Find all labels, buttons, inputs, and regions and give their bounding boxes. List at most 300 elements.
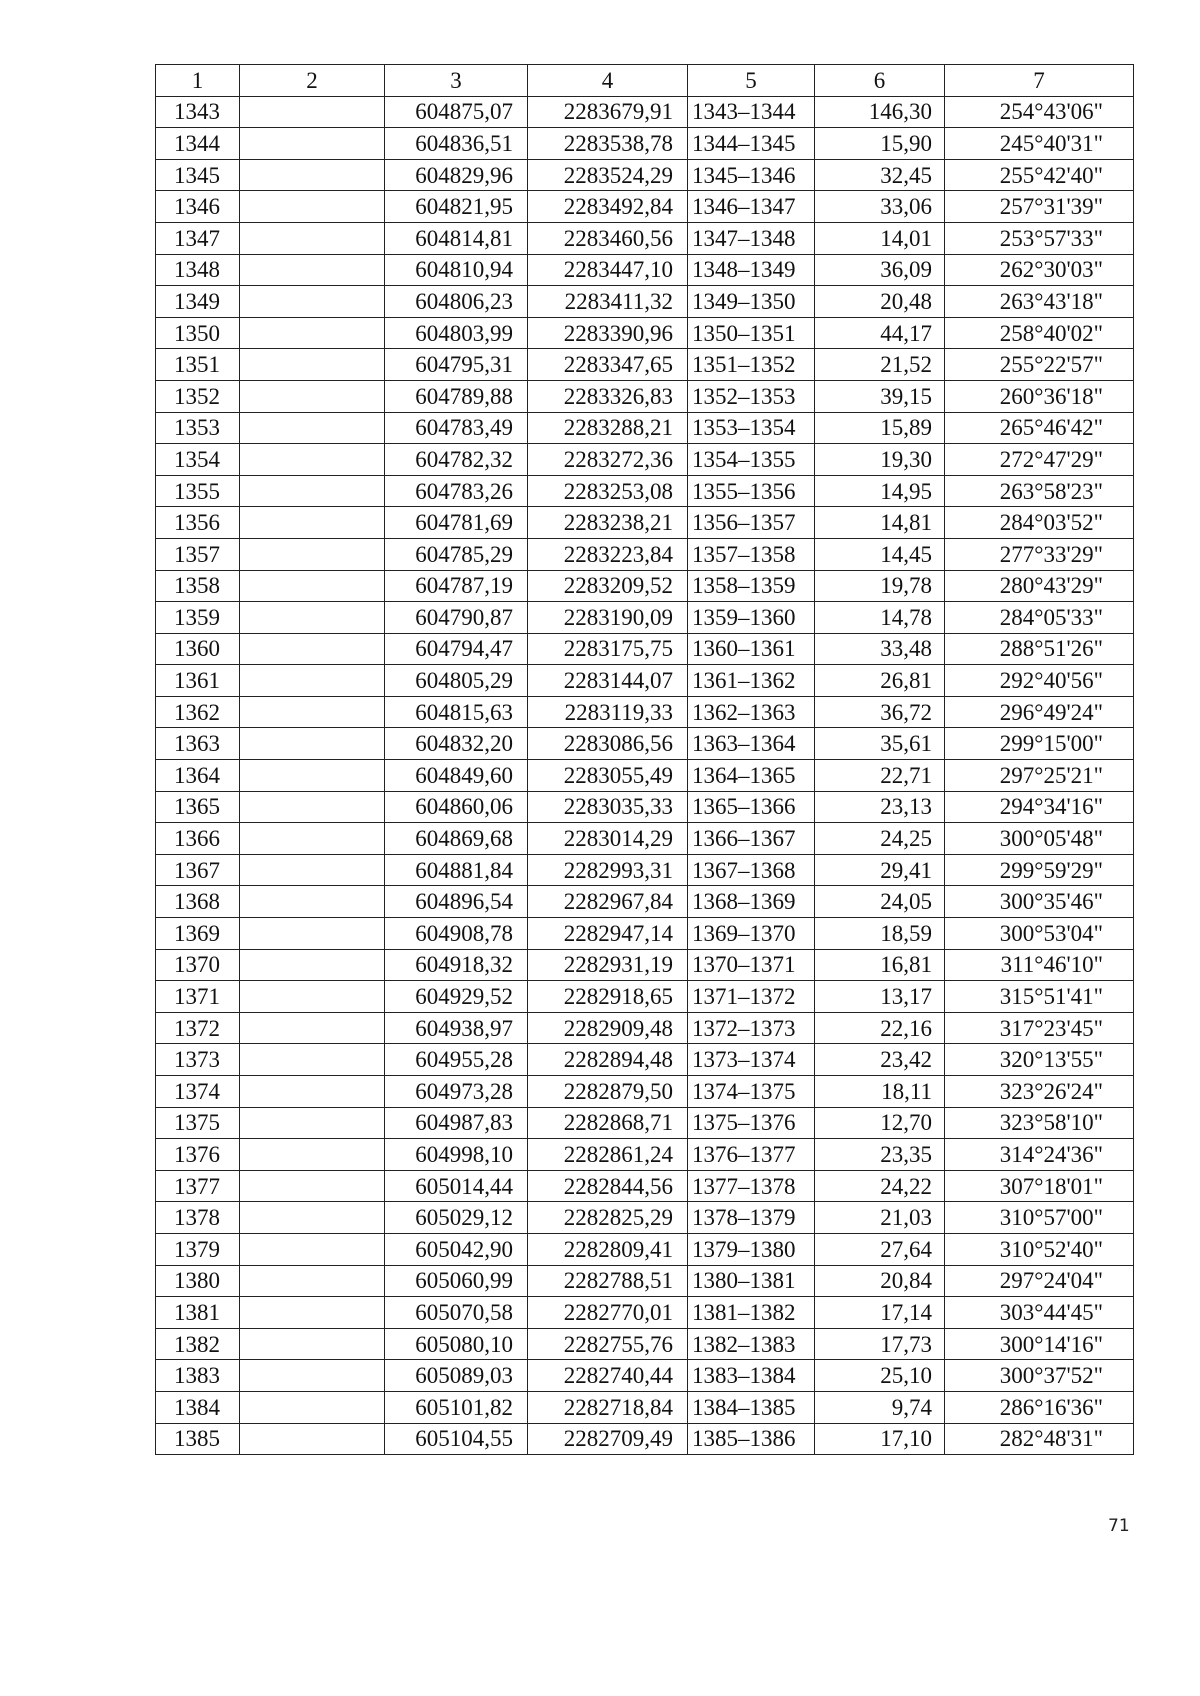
x-coordinate: 604803,99 — [385, 317, 528, 349]
point-number: 1351 — [156, 349, 240, 381]
distance: 146,30 — [815, 96, 945, 128]
bearing: 299°15'00" — [945, 728, 1134, 760]
table-row — [156, 128, 1134, 160]
point-number: 1345 — [156, 159, 240, 191]
segment: 1356–1357 — [688, 507, 815, 539]
bearing: 310°57'00" — [945, 1202, 1134, 1234]
column-header-1: 1 — [156, 65, 240, 97]
column-2-cell — [240, 1233, 385, 1265]
bearing: 258°40'02" — [945, 317, 1134, 349]
point-number: 1354 — [156, 444, 240, 476]
y-coordinate: 2283055,49 — [528, 760, 688, 792]
segment: 1350–1351 — [688, 317, 815, 349]
table-row — [156, 1297, 1134, 1329]
distance: 13,17 — [815, 981, 945, 1013]
bearing: 280°43'29" — [945, 570, 1134, 602]
distance: 17,73 — [815, 1328, 945, 1360]
column-2-cell — [240, 380, 385, 412]
column-2-cell — [240, 1391, 385, 1423]
bearing: 260°36'18" — [945, 380, 1134, 412]
segment: 1369–1370 — [688, 918, 815, 950]
column-2-cell — [240, 696, 385, 728]
bearing: 254°43'06" — [945, 96, 1134, 128]
y-coordinate: 2283390,96 — [528, 317, 688, 349]
segment: 1370–1371 — [688, 949, 815, 981]
table-row — [156, 949, 1134, 981]
x-coordinate: 604782,32 — [385, 444, 528, 476]
segment: 1385–1386 — [688, 1423, 815, 1455]
column-2-cell — [240, 444, 385, 476]
distance: 24,22 — [815, 1170, 945, 1202]
y-coordinate: 2282825,29 — [528, 1202, 688, 1234]
segment: 1344–1345 — [688, 128, 815, 160]
bearing: 323°26'24" — [945, 1076, 1134, 1108]
y-coordinate: 2283524,29 — [528, 159, 688, 191]
column-2-cell — [240, 128, 385, 160]
y-coordinate: 2283326,83 — [528, 380, 688, 412]
column-2-cell — [240, 949, 385, 981]
segment: 1367–1368 — [688, 854, 815, 886]
x-coordinate: 604821,95 — [385, 191, 528, 223]
point-number: 1374 — [156, 1076, 240, 1108]
bearing: 282°48'31" — [945, 1423, 1134, 1455]
y-coordinate: 2283086,56 — [528, 728, 688, 760]
table-row — [156, 1170, 1134, 1202]
table-row — [156, 191, 1134, 223]
column-2-cell — [240, 1170, 385, 1202]
table-row — [156, 791, 1134, 823]
table-row — [156, 854, 1134, 886]
segment: 1362–1363 — [688, 696, 815, 728]
point-number: 1343 — [156, 96, 240, 128]
column-2-cell — [240, 538, 385, 570]
bearing: 303°44'45" — [945, 1297, 1134, 1329]
point-number: 1364 — [156, 760, 240, 792]
distance: 14,81 — [815, 507, 945, 539]
header-row — [156, 65, 1134, 97]
column-2-cell — [240, 1297, 385, 1329]
x-coordinate: 604815,63 — [385, 696, 528, 728]
column-2-cell — [240, 1265, 385, 1297]
point-number: 1350 — [156, 317, 240, 349]
column-2-cell — [240, 96, 385, 128]
x-coordinate: 604998,10 — [385, 1139, 528, 1171]
bearing: 310°52'40" — [945, 1233, 1134, 1265]
table-row — [156, 760, 1134, 792]
y-coordinate: 2282788,51 — [528, 1265, 688, 1297]
x-coordinate: 604869,68 — [385, 823, 528, 855]
column-2-cell — [240, 317, 385, 349]
distance: 19,78 — [815, 570, 945, 602]
point-number: 1373 — [156, 1044, 240, 1076]
table-row — [156, 317, 1134, 349]
x-coordinate: 604785,29 — [385, 538, 528, 570]
table-body — [156, 96, 1134, 1455]
x-coordinate: 604908,78 — [385, 918, 528, 950]
column-2-cell — [240, 1139, 385, 1171]
y-coordinate: 2282709,49 — [528, 1423, 688, 1455]
y-coordinate: 2282931,19 — [528, 949, 688, 981]
y-coordinate: 2282993,31 — [528, 854, 688, 886]
y-coordinate: 2283209,52 — [528, 570, 688, 602]
x-coordinate: 604814,81 — [385, 222, 528, 254]
y-coordinate: 2282947,14 — [528, 918, 688, 950]
column-2-cell — [240, 760, 385, 792]
bearing: 300°35'46" — [945, 886, 1134, 918]
x-coordinate: 604781,69 — [385, 507, 528, 539]
distance: 25,10 — [815, 1360, 945, 1392]
column-2-cell — [240, 1202, 385, 1234]
x-coordinate: 605070,58 — [385, 1297, 528, 1329]
y-coordinate: 2282755,76 — [528, 1328, 688, 1360]
column-2-cell — [240, 349, 385, 381]
column-2-cell — [240, 854, 385, 886]
point-number: 1348 — [156, 254, 240, 286]
distance: 14,95 — [815, 475, 945, 507]
y-coordinate: 2283223,84 — [528, 538, 688, 570]
distance: 24,05 — [815, 886, 945, 918]
column-2-cell — [240, 602, 385, 634]
segment: 1365–1366 — [688, 791, 815, 823]
segment: 1346–1347 — [688, 191, 815, 223]
distance: 24,25 — [815, 823, 945, 855]
x-coordinate: 605101,82 — [385, 1391, 528, 1423]
y-coordinate: 2283288,21 — [528, 412, 688, 444]
distance: 36,09 — [815, 254, 945, 286]
x-coordinate: 605060,99 — [385, 1265, 528, 1297]
bearing: 314°24'36" — [945, 1139, 1134, 1171]
column-2-cell — [240, 1360, 385, 1392]
segment: 1351–1352 — [688, 349, 815, 381]
segment: 1379–1380 — [688, 1233, 815, 1265]
table-row — [156, 475, 1134, 507]
column-header-3: 3 — [385, 65, 528, 97]
bearing: 300°37'52" — [945, 1360, 1134, 1392]
table-row — [156, 981, 1134, 1013]
y-coordinate: 2283238,21 — [528, 507, 688, 539]
y-coordinate: 2282770,01 — [528, 1297, 688, 1329]
point-number: 1361 — [156, 665, 240, 697]
distance: 20,48 — [815, 286, 945, 318]
x-coordinate: 604810,94 — [385, 254, 528, 286]
table-row — [156, 254, 1134, 286]
y-coordinate: 2282718,84 — [528, 1391, 688, 1423]
point-number: 1363 — [156, 728, 240, 760]
y-coordinate: 2283447,10 — [528, 254, 688, 286]
bearing: 245°40'31" — [945, 128, 1134, 160]
segment: 1368–1369 — [688, 886, 815, 918]
column-2-cell — [240, 191, 385, 223]
point-number: 1356 — [156, 507, 240, 539]
x-coordinate: 604795,31 — [385, 349, 528, 381]
x-coordinate: 604794,47 — [385, 633, 528, 665]
y-coordinate: 2283014,29 — [528, 823, 688, 855]
x-coordinate: 604806,23 — [385, 286, 528, 318]
x-coordinate: 604789,88 — [385, 380, 528, 412]
segment: 1380–1381 — [688, 1265, 815, 1297]
point-number: 1367 — [156, 854, 240, 886]
column-2-cell — [240, 633, 385, 665]
x-coordinate: 604829,96 — [385, 159, 528, 191]
column-2-cell — [240, 1012, 385, 1044]
x-coordinate: 605080,10 — [385, 1328, 528, 1360]
segment: 1376–1377 — [688, 1139, 815, 1171]
segment: 1373–1374 — [688, 1044, 815, 1076]
segment: 1377–1378 — [688, 1170, 815, 1202]
x-coordinate: 604938,97 — [385, 1012, 528, 1044]
point-number: 1349 — [156, 286, 240, 318]
segment: 1374–1375 — [688, 1076, 815, 1108]
x-coordinate: 604805,29 — [385, 665, 528, 697]
point-number: 1357 — [156, 538, 240, 570]
point-number: 1383 — [156, 1360, 240, 1392]
y-coordinate: 2282868,71 — [528, 1107, 688, 1139]
y-coordinate: 2282879,50 — [528, 1076, 688, 1108]
bearing: 294°34'16" — [945, 791, 1134, 823]
column-2-cell — [240, 1044, 385, 1076]
y-coordinate: 2283272,36 — [528, 444, 688, 476]
column-2-cell — [240, 886, 385, 918]
table-row — [156, 538, 1134, 570]
bearing: 288°51'26" — [945, 633, 1134, 665]
point-number: 1359 — [156, 602, 240, 634]
table-row — [156, 1360, 1134, 1392]
y-coordinate: 2282894,48 — [528, 1044, 688, 1076]
column-2-cell — [240, 981, 385, 1013]
bearing: 311°46'10" — [945, 949, 1134, 981]
point-number: 1360 — [156, 633, 240, 665]
segment: 1347–1348 — [688, 222, 815, 254]
x-coordinate: 604918,32 — [385, 949, 528, 981]
column-2-cell — [240, 475, 385, 507]
x-coordinate: 604875,07 — [385, 96, 528, 128]
segment: 1381–1382 — [688, 1297, 815, 1329]
bearing: 255°22'57" — [945, 349, 1134, 381]
column-header-7: 7 — [945, 65, 1134, 97]
y-coordinate: 2283190,09 — [528, 602, 688, 634]
table-row — [156, 507, 1134, 539]
distance: 39,15 — [815, 380, 945, 412]
x-coordinate: 604987,83 — [385, 1107, 528, 1139]
bearing: 299°59'29" — [945, 854, 1134, 886]
x-coordinate: 605029,12 — [385, 1202, 528, 1234]
point-number: 1370 — [156, 949, 240, 981]
column-2-cell — [240, 570, 385, 602]
x-coordinate: 604860,06 — [385, 791, 528, 823]
point-number: 1377 — [156, 1170, 240, 1202]
distance: 26,81 — [815, 665, 945, 697]
column-2-cell — [240, 1328, 385, 1360]
segment: 1348–1349 — [688, 254, 815, 286]
table-row — [156, 380, 1134, 412]
bearing: 292°40'56" — [945, 665, 1134, 697]
table-row — [156, 1139, 1134, 1171]
x-coordinate: 604881,84 — [385, 854, 528, 886]
column-2-cell — [240, 823, 385, 855]
column-2-cell — [240, 1107, 385, 1139]
point-number: 1380 — [156, 1265, 240, 1297]
distance: 27,64 — [815, 1233, 945, 1265]
point-number: 1371 — [156, 981, 240, 1013]
distance: 35,61 — [815, 728, 945, 760]
table-row — [156, 1107, 1134, 1139]
bearing: 263°58'23" — [945, 475, 1134, 507]
distance: 29,41 — [815, 854, 945, 886]
x-coordinate: 604783,49 — [385, 412, 528, 444]
bearing: 300°14'16" — [945, 1328, 1134, 1360]
distance: 12,70 — [815, 1107, 945, 1139]
segment: 1383–1384 — [688, 1360, 815, 1392]
x-coordinate: 605042,90 — [385, 1233, 528, 1265]
distance: 14,78 — [815, 602, 945, 634]
distance: 23,13 — [815, 791, 945, 823]
x-coordinate: 605014,44 — [385, 1170, 528, 1202]
y-coordinate: 2283679,91 — [528, 96, 688, 128]
point-number: 1381 — [156, 1297, 240, 1329]
table-row — [156, 696, 1134, 728]
y-coordinate: 2282918,65 — [528, 981, 688, 1013]
distance: 32,45 — [815, 159, 945, 191]
table-row — [156, 1265, 1134, 1297]
x-coordinate: 604783,26 — [385, 475, 528, 507]
segment: 1364–1365 — [688, 760, 815, 792]
distance: 20,84 — [815, 1265, 945, 1297]
column-2-cell — [240, 412, 385, 444]
distance: 9,74 — [815, 1391, 945, 1423]
point-number: 1384 — [156, 1391, 240, 1423]
table-row — [156, 886, 1134, 918]
y-coordinate: 2283175,75 — [528, 633, 688, 665]
point-number: 1368 — [156, 886, 240, 918]
column-2-cell — [240, 918, 385, 950]
table-row — [156, 1328, 1134, 1360]
y-coordinate: 2283035,33 — [528, 791, 688, 823]
distance: 14,45 — [815, 538, 945, 570]
y-coordinate: 2283119,33 — [528, 696, 688, 728]
table-row — [156, 159, 1134, 191]
distance: 44,17 — [815, 317, 945, 349]
point-number: 1379 — [156, 1233, 240, 1265]
x-coordinate: 604955,28 — [385, 1044, 528, 1076]
point-number: 1369 — [156, 918, 240, 950]
table-row — [156, 633, 1134, 665]
column-2-cell — [240, 222, 385, 254]
segment: 1382–1383 — [688, 1328, 815, 1360]
x-coordinate: 605089,03 — [385, 1360, 528, 1392]
table-row — [156, 412, 1134, 444]
segment: 1378–1379 — [688, 1202, 815, 1234]
y-coordinate: 2282844,56 — [528, 1170, 688, 1202]
point-number: 1385 — [156, 1423, 240, 1455]
distance: 21,52 — [815, 349, 945, 381]
column-2-cell — [240, 1076, 385, 1108]
y-coordinate: 2283538,78 — [528, 128, 688, 160]
segment: 1358–1359 — [688, 570, 815, 602]
x-coordinate: 604836,51 — [385, 128, 528, 160]
y-coordinate: 2283460,56 — [528, 222, 688, 254]
bearing: 286°16'36" — [945, 1391, 1134, 1423]
x-coordinate: 604929,52 — [385, 981, 528, 1013]
segment: 1343–1344 — [688, 96, 815, 128]
distance: 33,48 — [815, 633, 945, 665]
column-header-6: 6 — [815, 65, 945, 97]
bearing: 262°30'03" — [945, 254, 1134, 286]
table-row — [156, 222, 1134, 254]
table-row — [156, 1012, 1134, 1044]
y-coordinate: 2282809,41 — [528, 1233, 688, 1265]
column-2-cell — [240, 728, 385, 760]
x-coordinate: 604973,28 — [385, 1076, 528, 1108]
bearing: 300°53'04" — [945, 918, 1134, 950]
column-header-2: 2 — [240, 65, 385, 97]
distance: 22,71 — [815, 760, 945, 792]
point-number: 1376 — [156, 1139, 240, 1171]
segment: 1353–1354 — [688, 412, 815, 444]
table-row — [156, 349, 1134, 381]
table-row — [156, 602, 1134, 634]
bearing: 277°33'29" — [945, 538, 1134, 570]
point-number: 1365 — [156, 791, 240, 823]
distance: 18,11 — [815, 1076, 945, 1108]
distance: 19,30 — [815, 444, 945, 476]
bearing: 315°51'41" — [945, 981, 1134, 1013]
y-coordinate: 2283253,08 — [528, 475, 688, 507]
column-2-cell — [240, 1423, 385, 1455]
distance: 17,10 — [815, 1423, 945, 1455]
table-row — [156, 823, 1134, 855]
bearing: 297°25'21" — [945, 760, 1134, 792]
bearing: 255°42'40" — [945, 159, 1134, 191]
column-2-cell — [240, 254, 385, 286]
distance: 15,89 — [815, 412, 945, 444]
x-coordinate: 605104,55 — [385, 1423, 528, 1455]
table-row — [156, 1202, 1134, 1234]
column-header-4: 4 — [528, 65, 688, 97]
distance: 21,03 — [815, 1202, 945, 1234]
column-2-cell — [240, 286, 385, 318]
segment: 1375–1376 — [688, 1107, 815, 1139]
table-header — [156, 65, 1134, 97]
segment: 1345–1346 — [688, 159, 815, 191]
segment: 1372–1373 — [688, 1012, 815, 1044]
segment: 1355–1356 — [688, 475, 815, 507]
segment: 1349–1350 — [688, 286, 815, 318]
bearing: 263°43'18" — [945, 286, 1134, 318]
y-coordinate: 2282967,84 — [528, 886, 688, 918]
bearing: 307°18'01" — [945, 1170, 1134, 1202]
distance: 18,59 — [815, 918, 945, 950]
bearing: 297°24'04" — [945, 1265, 1134, 1297]
segment: 1360–1361 — [688, 633, 815, 665]
distance: 14,01 — [815, 222, 945, 254]
point-number: 1353 — [156, 412, 240, 444]
bearing: 317°23'45" — [945, 1012, 1134, 1044]
point-number: 1362 — [156, 696, 240, 728]
point-number: 1375 — [156, 1107, 240, 1139]
bearing: 265°46'42" — [945, 412, 1134, 444]
bearing: 300°05'48" — [945, 823, 1134, 855]
table-row — [156, 728, 1134, 760]
y-coordinate: 2283144,07 — [528, 665, 688, 697]
bearing: 253°57'33" — [945, 222, 1134, 254]
table-row — [156, 918, 1134, 950]
table-row — [156, 96, 1134, 128]
column-2-cell — [240, 791, 385, 823]
y-coordinate: 2282861,24 — [528, 1139, 688, 1171]
segment: 1384–1385 — [688, 1391, 815, 1423]
distance: 22,16 — [815, 1012, 945, 1044]
table-row — [156, 665, 1134, 697]
